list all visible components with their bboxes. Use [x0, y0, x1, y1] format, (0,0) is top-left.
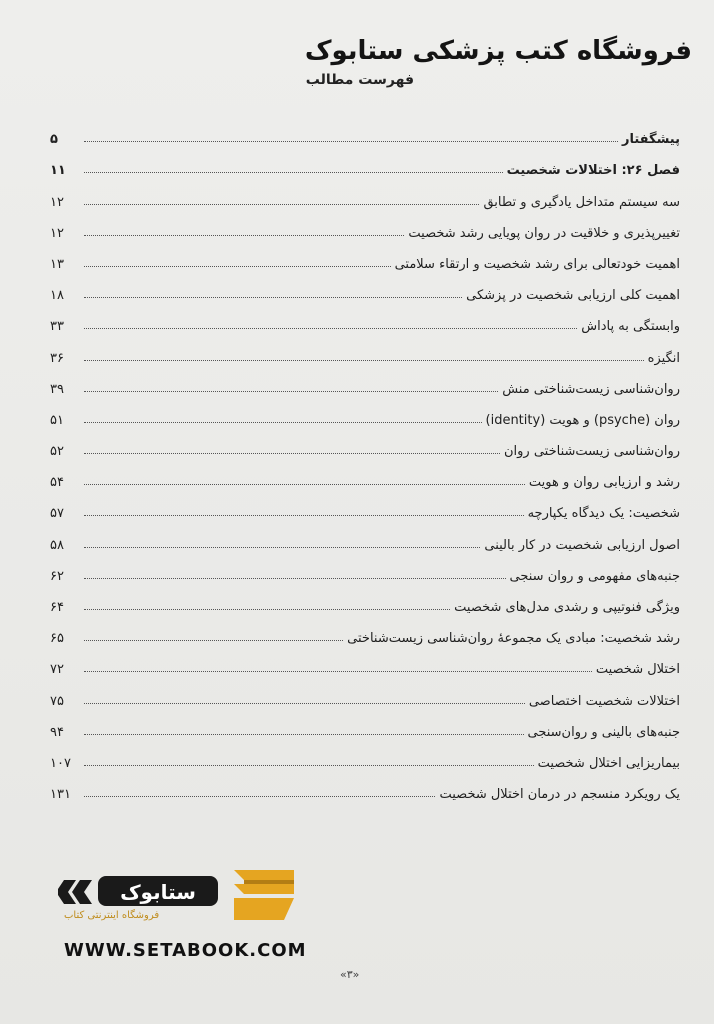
toc-entry-page: ۵۷: [50, 506, 64, 522]
toc-entry-title: اهمیت کلی ارزیابی شخصیت در پزشکی: [466, 288, 680, 304]
toc-entry: [50, 241, 680, 272]
toc-entry-title: رشد و ارزیابی روان و هویت: [528, 475, 680, 491]
toc-leader-dots: [84, 795, 435, 797]
toc-leader-dots: [84, 670, 592, 672]
table-of-contents: [50, 116, 680, 802]
toc-entry-page: ۳۹: [50, 381, 64, 397]
toc-entry: [50, 646, 680, 677]
toc-leader-dots: [84, 514, 524, 516]
website-url[interactable]: WWW.SETABOOK.COM: [64, 940, 307, 961]
toc-entry-title: اهمیت خودتعالی برای رشد شخصیت و ارتقاء سلامتی: [394, 256, 680, 272]
toc-entry-page: ۹۴: [50, 724, 64, 740]
toc-title: فهرست مطالب: [305, 72, 414, 88]
toc-entry-title: رشد شخصیت: مبادی یک مجموعهٔ روان‌شناسی زیست‌شناختی: [347, 631, 680, 647]
toc-entry-page: ۵۱: [50, 412, 64, 428]
toc-entry-page: ۵۸: [50, 537, 64, 553]
toc-entry-title: ویژگی فنوتیپی و رشدی مدل‌های شخصیت: [454, 600, 680, 615]
toc-entry-page: ۶۴: [50, 600, 64, 615]
toc-entry-page: ۳۶: [50, 350, 64, 366]
toc-entry-page: ۱۰۷: [50, 755, 71, 771]
toc-leader-dots: [84, 234, 404, 236]
toc-entry-title: پیشگفتار: [621, 132, 680, 148]
toc-leader-dots: [84, 265, 391, 267]
toc-entry: [50, 178, 680, 209]
toc-leader-dots: [84, 764, 534, 766]
toc-entry-page: ۶۲: [50, 568, 64, 584]
setabook-logo: [58, 862, 308, 932]
toc-entry: [50, 584, 680, 615]
toc-entry-title: انگیزه: [647, 350, 680, 366]
toc-entry-page: ۳۳: [50, 319, 64, 335]
toc-entry: [50, 147, 680, 178]
toc-entry: [50, 490, 680, 521]
toc-leader-dots: [84, 639, 343, 641]
toc-leader-dots: [84, 327, 577, 329]
toc-entry: [50, 334, 680, 365]
toc-entry-title: فصل ۲۶: اختلالات شخصیت: [506, 163, 680, 179]
toc-entry-page: ۵: [50, 132, 58, 148]
toc-entry-page: ۱۳۱: [50, 787, 71, 803]
toc-entry: [50, 677, 680, 708]
toc-entry-title: سه سیستم متداخل یادگیری و تطابق: [483, 194, 680, 210]
toc-entry-page: ۵۴: [50, 475, 64, 491]
toc-leader-dots: [84, 702, 525, 704]
toc-entry-page: ۱۲: [50, 225, 64, 241]
toc-entry-page: ۱۲: [50, 194, 64, 210]
toc-entry-title: اصول ارزیابی شخصیت در کار بالینی: [484, 537, 680, 553]
toc-entry-title: یک رویکرد منسجم در درمان اختلال شخصیت: [439, 787, 680, 803]
toc-entry: [50, 428, 680, 459]
toc-entry-page: ۵۲: [50, 444, 64, 460]
book-icon: [234, 870, 294, 920]
page-number: «۳»: [340, 968, 360, 981]
toc-entry-page: ۱۸: [50, 288, 64, 304]
toc-entry: [50, 116, 680, 147]
toc-leader-dots: [84, 546, 480, 548]
toc-entry-title: روان‌شناسی زیست‌شناختی منش: [502, 381, 680, 397]
toc-entry-title: وابستگی به پاداش: [581, 319, 680, 335]
toc-leader-dots: [84, 296, 462, 298]
toc-leader-dots: [84, 452, 500, 454]
toc-entry-title: جنبه‌های مفهومی و روان سنجی: [509, 568, 680, 584]
logo-mark-text: ستابوک: [120, 880, 196, 904]
toc-entry: [50, 709, 680, 740]
toc-entry: [50, 210, 680, 241]
toc-leader-dots: [84, 359, 644, 361]
toc-leader-dots: [84, 577, 506, 579]
toc-entry-page: ۶۵: [50, 631, 64, 647]
toc-leader-dots: [84, 203, 479, 205]
toc-leader-dots: [84, 140, 618, 142]
toc-leader-dots: [84, 171, 503, 173]
store-watermark: فروشگاه کتب پزشکی ستابوک: [304, 36, 692, 66]
toc-entry: [50, 771, 680, 802]
logo-tagline: فروشگاه اینترنتی کتاب: [64, 910, 160, 921]
toc-entry-page: ۱۱: [50, 163, 66, 179]
toc-entry-title: تغییرپذیری و خلاقیت در روان پویایی رشد شخصیت: [408, 225, 680, 241]
toc-entry-title: روان (psyche) و هویت (identity): [485, 412, 680, 428]
toc-entry: [50, 740, 680, 771]
toc-entry-title: بیماریزایی اختلال شخصیت: [537, 755, 680, 771]
toc-entry-page: ۱۳: [50, 256, 64, 272]
toc-leader-dots: [84, 421, 482, 423]
toc-entry: [50, 397, 680, 428]
toc-entry: [50, 553, 680, 584]
toc-entry-page: ۷۲: [50, 662, 64, 678]
toc-entry: [50, 459, 680, 490]
toc-entry: [50, 521, 680, 552]
toc-entry-title: جنبه‌های بالینی و روان‌سنجی: [527, 724, 680, 740]
toc-entry: [50, 272, 680, 303]
toc-entry: [50, 366, 680, 397]
toc-leader-dots: [84, 733, 524, 735]
toc-leader-dots: [84, 608, 450, 610]
toc-entry-title: شخصیت: یک دیدگاه یکپارچه: [527, 506, 680, 522]
toc-entry-title: روان‌شناسی زیست‌شناختی روان: [503, 444, 680, 460]
toc-leader-dots: [84, 390, 498, 392]
toc-entry: [50, 615, 680, 646]
toc-entry-title: اختلال شخصیت: [595, 662, 680, 678]
toc-entry-page: ۷۵: [50, 693, 64, 709]
toc-leader-dots: [84, 483, 525, 485]
toc-entry-title: اختلالات شخصیت اختصاصی: [528, 693, 680, 709]
toc-entry: [50, 303, 680, 334]
